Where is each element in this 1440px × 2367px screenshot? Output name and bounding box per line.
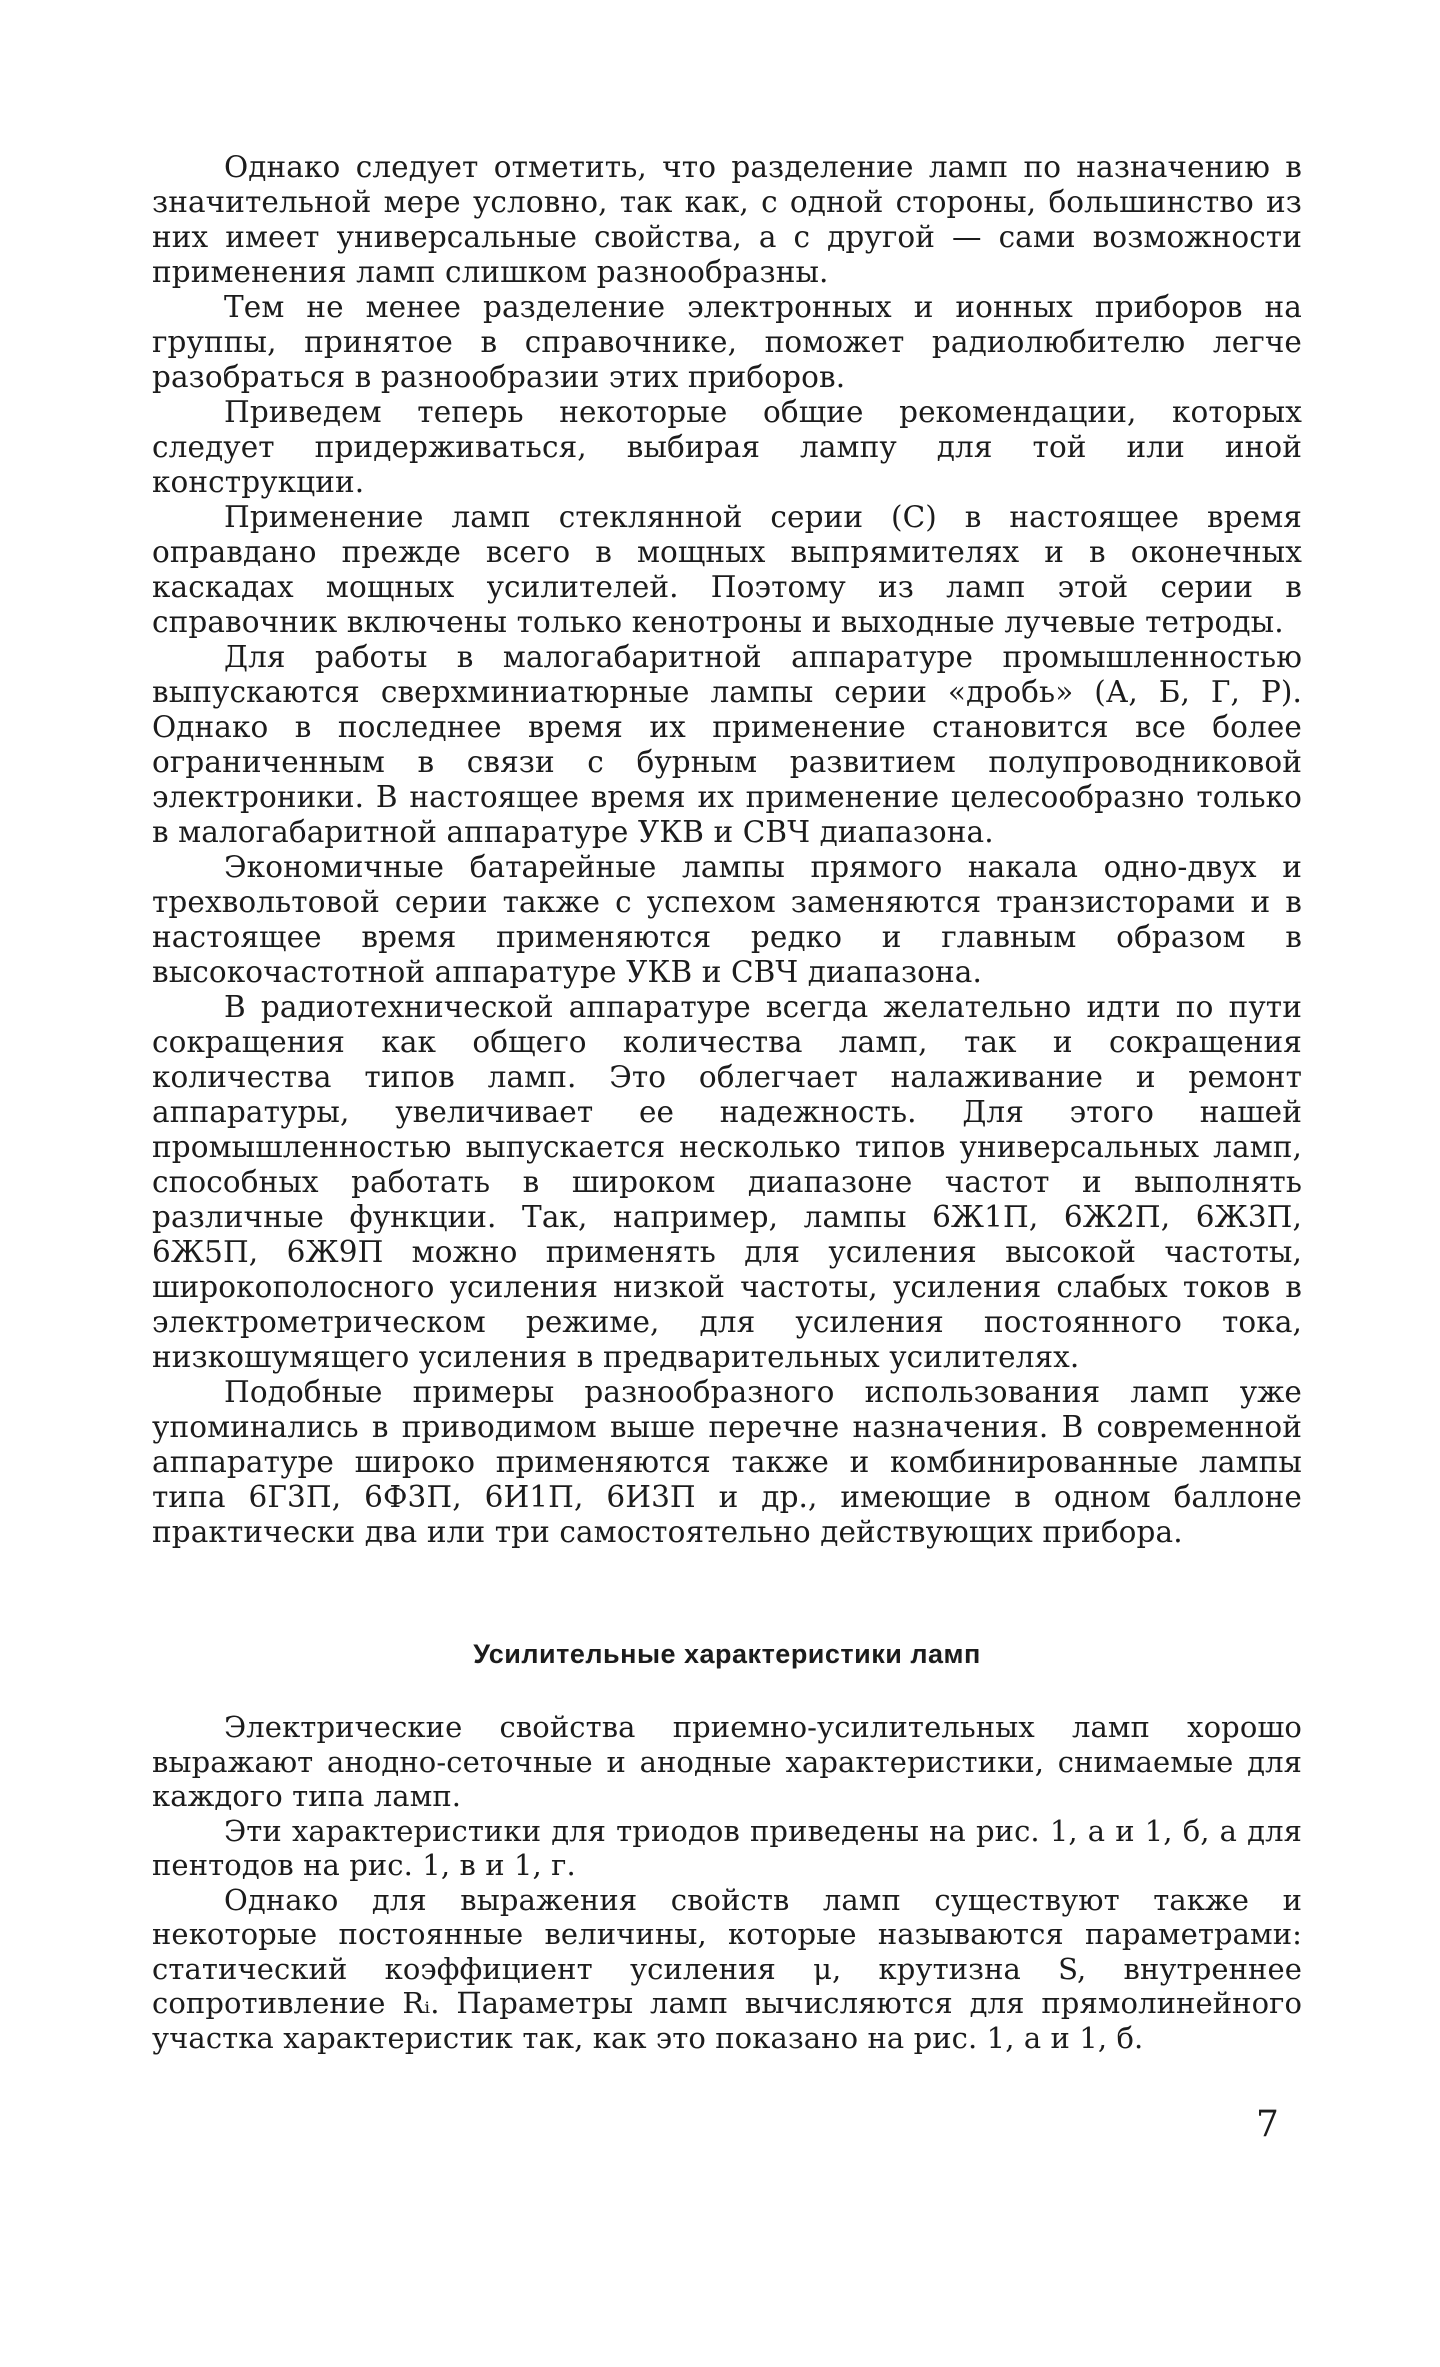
page-number: 7 xyxy=(1256,2104,1279,2145)
section-intro xyxy=(152,150,1302,1550)
paragraph: Эти характеристики для триодов приведены на рис. 1, а и 1, б, а для пентодов на рис. 1, в и 1, г. xyxy=(152,1813,1302,1882)
paragraph: Тем не менее разделение электронных и ионных приборов на группы, принятое в справочнике, поможет радиолюбителю легче разобраться в разнообразии этих приборов. xyxy=(152,290,1302,394)
paragraph: Приведем теперь некоторые общие рекомендации, которых следует придерживаться, выбирая лампу для той или иной конструкции. xyxy=(152,395,1302,499)
paragraph: Электрические свойства приемно-усилительных ламп хорошо выражают анодно-сеточные и анодные характеристики, снимаемые для каждого типа ламп. xyxy=(152,1710,1302,1813)
paragraph: Подобные примеры разнообразного использования ламп уже упоминались в приводимом выше перечне назначения. В современной аппаратуре широко применяются также и комбинированные лампы типа 6Г3П, 6Ф3П, 6И1П, 6И3П и др., имеющие в одном баллоне практически два или три самостоятельно действующих прибора. xyxy=(152,1375,1302,1549)
page-body xyxy=(152,150,1302,2055)
paragraph: В радиотехнической аппаратуре всегда желательно идти по пути сокращения как общего количества ламп, так и сокращения количества типов ламп. Это облегчает налаживание и ремонт аппаратуры, увеличивает ее надежность. Для этого нашей промышленностью выпускается несколько типов универсальных ламп, способных работать в широком диапазоне частот и выполнять различные функции. Так, например, лампы 6Ж1П, 6Ж2П, 6Ж3П, 6Ж5П, 6Ж9П можно применять для усиления высокой частоты, широкополосного усиления низкой частоты, усиления слабых токов в электрометрическом режиме, для усиления постоянного тока, низкошумящего усиления в предварительных усилителях. xyxy=(152,990,1302,1374)
section-heading: Усилительные характеристики ламп xyxy=(473,1639,981,1669)
paragraph: Для работы в малогабаритной аппаратуре промышленностью выпускаются сверхминиатюрные лампы серии «дробь» (А, Б, Г, Р). Однако в последнее время их применение становится все более ограниченным в связи с бурным развитием полупроводниковой электроники. В настоящее время их применение целесообразно только в малогабаритной аппаратуре УКВ и СВЧ диапазона. xyxy=(152,640,1302,849)
paragraph: Однако для выражения свойств ламп существуют также и некоторые постоянные величины, которые называются параметрами: статический коэффициент усиления μ, крутизна S, внутреннее сопротивление Rᵢ. Параметры ламп вычисляются для прямолинейного участка характеристик так, как это показано на рис. 1, а и 1, б. xyxy=(152,1882,1302,2055)
section-amplifier-characteristics xyxy=(152,1638,1302,2055)
paragraph: Экономичные батарейные лампы прямого накала одно-двух и трехвольтовой серии также с успехом заменяются транзисторами и в настоящее время применяются редко и главным образом в высокочастотной аппаратуре УКВ и СВЧ диапазона. xyxy=(152,850,1302,989)
paragraph: Применение ламп стеклянной серии (С) в настоящее время оправдано прежде всего в мощных выпрямителях и в оконечных каскадах мощных усилителей. Поэтому из ламп этой серии в справочник включены только кенотроны и выходные лучевые тетроды. xyxy=(152,500,1302,639)
paragraph: Однако следует отметить, что разделение ламп по назначению в значительной мере условно, так как, с одной стороны, большинство из них имеет универсальные свойства, а с другой — сами возможности применения ламп слишком разнообразны. xyxy=(152,150,1302,289)
